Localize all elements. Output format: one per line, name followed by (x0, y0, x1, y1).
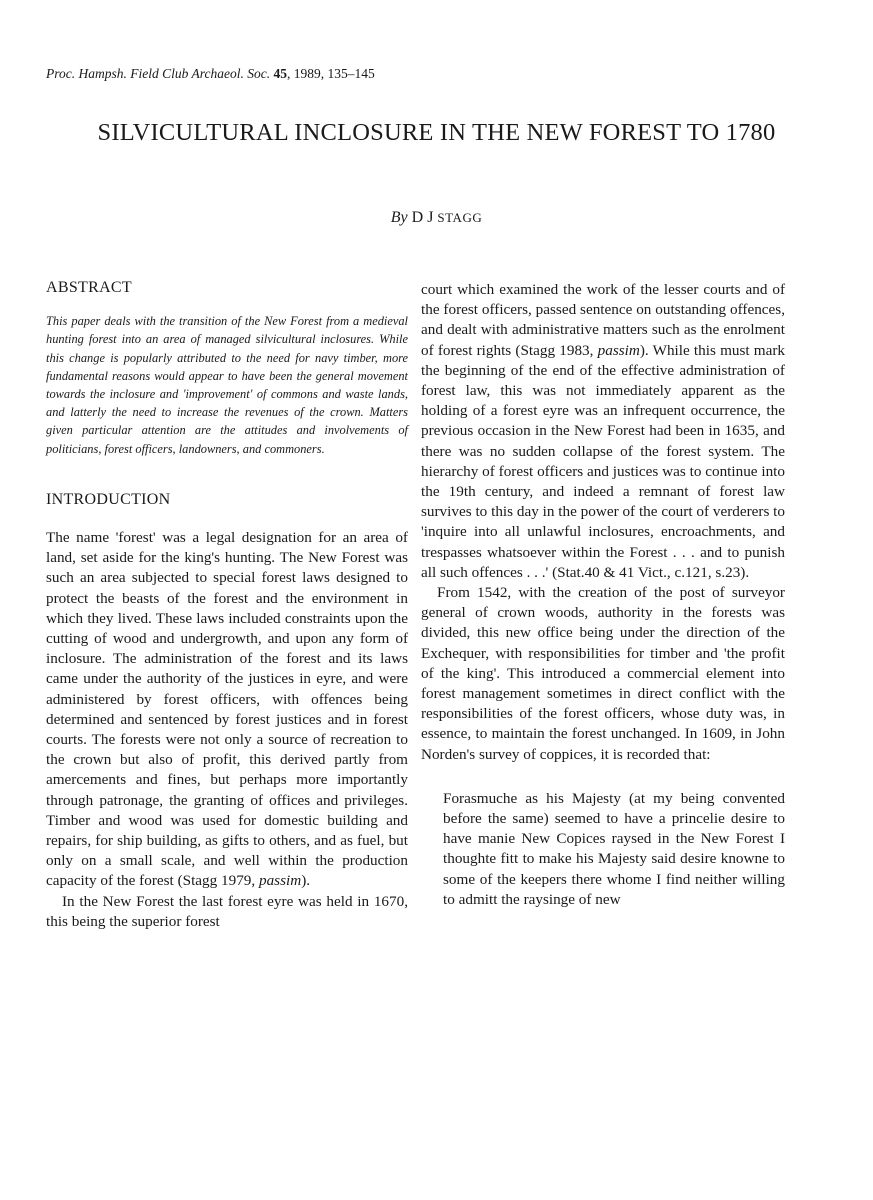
journal-reference (46, 66, 466, 82)
byline-by: By (390, 209, 408, 226)
paper-title: SILVICULTURAL INCLOSURE IN THE NEW FOREST TO 1780 (97, 119, 776, 146)
norden-quote: Forasmuche as his Majesty (at my being convented before the same) seemed to have a princelie desire to have manie New Copices raysed in the New Forest I thoughte fitt to make his Majesty said desire knowne to some of the keepers there whome I find neither willing to admitt the raysinge of new (443, 789, 785, 908)
byline (0, 209, 873, 227)
right-column (421, 280, 785, 910)
left-column (46, 278, 408, 932)
abstract-heading: ABSTRACT (46, 279, 132, 296)
intro-paragraph-1 (46, 528, 408, 892)
abstract-text: This paper deals with the transition of the New Forest from a medieval hunting forest into an area of managed silvicultural inclosures. While this change is popularly attributed to the need for navy timber, more fundamental reasons would appear to have been the general movement towards the inclosure and 'improvement' of commons and waste lands, and latterly the need to increase the revenues of the crown. Matters given particular attention are the attitudes and involvements of politicians, forest officers, landowners, and commoners. (46, 314, 408, 456)
introduction-heading: INTRODUCTION (46, 490, 171, 508)
intro-paragraph-2-continued: court which examined the work of the lesser courts and of the forest officers, passed sentence on outstanding offences, and dealt with administrative matters such as the enrolment of forest rights (Stagg 1983, passim). While this must mark the beginning of the end of the effective administration of forest law, this was not immediately apparent as the holding of a forest eyre was an infrequent occurrence, the previous occasion in the New Forest had been in 1635, and there was no sudden collapse of the forest system. The hierarchy of forest officers and justices was to continue into the 19th century, and indeed a remnant of forest law survives to this day in the power of the court of verderers to 'inquire into all unlawful inclosures, encroachments, and trespasses whatsoever within the Forest . . . and to punish all such offences . . .' (Stat.40 & 41 Vict., c.121, s.23). (421, 281, 786, 581)
intro-paragraph-1-text: The name 'forest' was a legal designation for an area of land, set aside for the king's hunting. The New Forest was such an area subjected to special forest laws designed to protect the beasts of the forest and the environment in which they lived. These laws included constraints upon the cutting of wood and undergrowth, and upon any form of inclosure. The administration of the forest and its laws came under the authority of the justices in eyre, and were administered by forest officers, with offences being determined and sentenced by forest justices and in forest courts. The forests were not only a source of recreation to the crown but also of profit, this derived partly from amercements and fines, but perhaps more importantly through patronage, the granting of offices and privileges. Timber and wood was used for domestic building and repairs, for ship building, as gifts to others, and as fuel, but only on a small scale, and well within the production capacity of the forest (Stagg 1979, (46, 529, 408, 890)
journal-volume: 45 (273, 66, 287, 81)
intro-paragraph-3: From 1542, with the creation of the post of surveyor general of crown woods, authority in the forests was divided, this new office being under the direction of the Exchequer, with responsibilities for timber and 'the profit of the king'. This introduced a commercial element into forest management sometimes in direct conflict with the responsibilities of the forest officers, whose duty was, in essence, to maintain the forest unchanged. In 1609, in John Norden's survey of coppices, it is recorded that: (421, 584, 785, 763)
journal-pages: , 1989, 135–145 (286, 66, 375, 81)
citation-passim: passim (258, 872, 302, 890)
intro-paragraph-1-end: ). (301, 872, 311, 890)
author-initials: D J (411, 209, 434, 226)
citation-passim-2: passim (597, 341, 640, 359)
author-surname: STAGG (437, 210, 483, 225)
intro-paragraph-2-end: ). While this must mark the beginning of the end of the effective administration of forest law, this was not immediately apparent as the holding of a forest eyre was an infrequent occurrence, the previous occasion in the New Forest had been in 1635, and there was no sudden collapse of the forest system. The hierarchy of forest officers and justices was to continue into the 19th century, and indeed a remnant of forest law survives to this day in the power of the court of verderers to 'inquire into all unlawful inclosures, encroachments, and trespasses whatsoever within the Forest . . . and to punish all such offences . . .' (Stat.40 & 41 Vict., c.121, s.23). (421, 341, 786, 581)
intro-paragraph-2-start: In the New Forest the last forest eyre was held in 1670, this being the superior forest (46, 892, 408, 930)
journal-name: Proc. Hampsh. Field Club Archaeol. Soc. (46, 66, 271, 81)
